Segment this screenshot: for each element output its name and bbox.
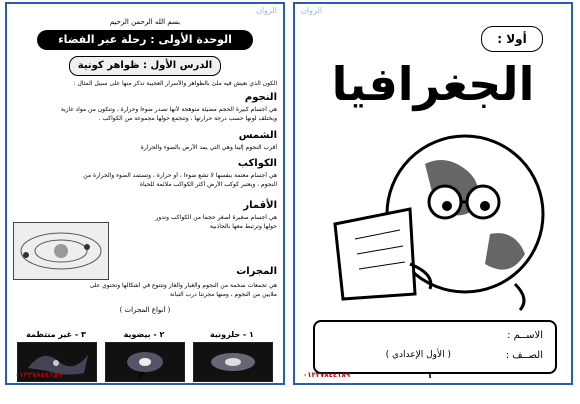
section-heading-planets: الكواكب [237,158,277,169]
lesson-title-banner: الدرس الأول : ظواهر كونية [69,56,221,76]
right-page [293,2,573,385]
grade-value: ( الأول الإعدادي ) [385,350,451,360]
watermark: الروان [255,6,277,15]
galaxy-label-spiral: ١ - حلزونية [210,330,254,339]
solar-system-diagram [13,222,109,280]
section-line: هي أجسام معتمة بنفسها لا تشع ضوءاً ، أو حرارة ، وتستمد الضوء والحرارة من [83,172,277,179]
unit-title-banner: الوحدة الأولى : رحلة عبر الفضاء [37,30,253,50]
section-line: هي أجسام صغيرة أصغر حجماً من الكواكب وتدور [155,214,277,221]
intro-text: الكون الذي نعيش فيه ملئ بالظواهر والأسرار العجيبة نذكر منها على سبيل المثال : [73,80,277,87]
left-page [5,2,285,385]
elliptical-galaxy-image [105,342,185,382]
galaxy-label-elliptical: ٢ - بيضوية [123,330,165,339]
spiral-galaxy-image [193,342,273,382]
section-line: هي أجسام كبيرة الحجم مضيئة متوهجة لأنها تصدر ضوءاً وحرارة ، وتتكون من مواد غازية [60,106,277,113]
phone-number: ٠١٢٢٧٨٤٤١٨٩ [15,371,62,379]
section-heading-sun: الشمس [238,130,277,141]
grade-label: الصــف : [505,350,543,361]
section-line: حولها وترتبط معها بالجاذبية [209,223,277,230]
section-tag: أولا : [481,26,543,52]
section-line: ويختلف لونها حسب درجة حرارتها ، وتتجمع حولها مجموعة من الكواكب . [98,115,277,122]
page-number: ١ [427,371,433,381]
section-line: ملايين من النجوم ، ومنها مجرتنا درب التبانة [169,291,277,298]
section-line: هي تجمعات ضخمة من النجوم والغبار والغاز وتتنوع في أشكالها وتحتوي على [89,282,277,289]
watermark: الروان [301,6,323,15]
section-line: أقرب النجوم إلينا وهي التي يمد الأرض بالضوء والحرارة [140,144,277,151]
subject-title: الجغرافيا [331,57,535,111]
globe-reading-book-illustration [315,114,555,314]
phone-number: ٠١٢٢٧٨٤٤١٨٩ [303,371,350,379]
name-label: الاســم : [507,330,543,341]
section-heading-stars: النجوم [244,92,277,103]
section-heading-moons: الأقمار [243,200,277,211]
basmala: بسم الله الرحمن الرحيم [109,18,181,26]
section-line: النجوم ، ويعتبر كوكب الأرض أكثر الكواكب ملائمة للحياة [139,181,277,188]
galaxy-types-label: ( أنواع المجرات ) [119,306,171,314]
galaxy-label-irregular: ٣ - غير منتظمة [26,330,86,339]
section-heading-galaxies: المجرات [236,266,277,277]
page-number: ٢ [139,371,145,381]
student-info-box [313,320,557,374]
